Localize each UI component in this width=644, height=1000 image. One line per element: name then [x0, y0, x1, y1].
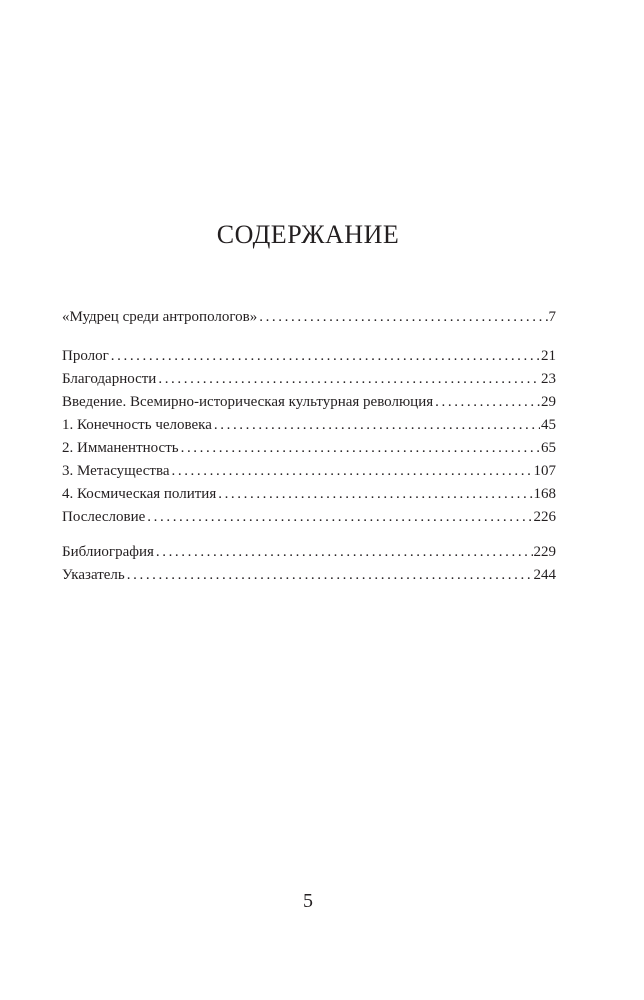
toc-entry-page: 168 — [533, 486, 556, 502]
toc-entry-label: 4. Космическая полития — [62, 486, 217, 502]
dot-leader — [218, 483, 532, 506]
dot-leader — [214, 414, 540, 437]
toc-entry-page: 21 — [541, 348, 556, 364]
toc-entry — [62, 306, 556, 329]
toc-entry-page: 226 — [533, 509, 556, 525]
toc-entry-page: 7 — [548, 309, 556, 325]
toc-entry — [62, 437, 556, 460]
toc-entry-page: 65 — [541, 440, 556, 456]
toc-entry — [62, 483, 556, 506]
toc-entry-label: Введение. Всемирно-историческая культурная революция — [62, 394, 434, 410]
dot-leader — [259, 306, 547, 329]
toc-entry-page: 107 — [533, 463, 556, 479]
toc-entry — [62, 541, 556, 564]
toc-entry — [62, 414, 556, 437]
toc-group-1 — [62, 306, 556, 329]
toc-entry-page: 23 — [541, 371, 556, 387]
toc-entry-page: 45 — [541, 417, 556, 433]
dot-leader — [435, 391, 540, 414]
dot-leader — [181, 437, 540, 460]
toc-entry — [62, 460, 556, 483]
dot-leader — [172, 460, 533, 483]
page-number: 5 — [303, 890, 313, 912]
toc-entry-label: Библиография — [62, 544, 154, 560]
toc-entry-label: 2. Имманентность — [62, 440, 179, 456]
toc-entry-page: 244 — [533, 567, 556, 583]
toc-entry — [62, 564, 556, 587]
toc-group-2 — [62, 345, 556, 529]
toc-entry-label: Благодарности — [62, 371, 157, 387]
toc-entry-label: Указатель — [62, 567, 125, 583]
toc-entry — [62, 345, 556, 368]
toc-group-3 — [62, 541, 556, 587]
toc-entry-page: 229 — [533, 544, 556, 560]
toc-entry-label: 3. Метасущества — [62, 463, 170, 479]
toc-entry — [62, 368, 556, 391]
dot-leader — [158, 368, 540, 391]
dot-leader — [111, 345, 540, 368]
toc-entry-label: Послесловие — [62, 509, 146, 525]
dot-leader — [147, 506, 532, 529]
dot-leader — [127, 564, 533, 587]
toc-entry-page: 29 — [541, 394, 556, 410]
toc-entry — [62, 506, 556, 529]
toc-entry — [62, 391, 556, 414]
toc-entry-label: Пролог — [62, 348, 109, 364]
toc-entry-label: 1. Конечность человека — [62, 417, 212, 433]
toc-entry-label: «Мудрец среди антропологов» — [62, 309, 258, 325]
page-title: СОДЕРЖАНИЕ — [216, 220, 400, 249]
dot-leader — [156, 541, 533, 564]
